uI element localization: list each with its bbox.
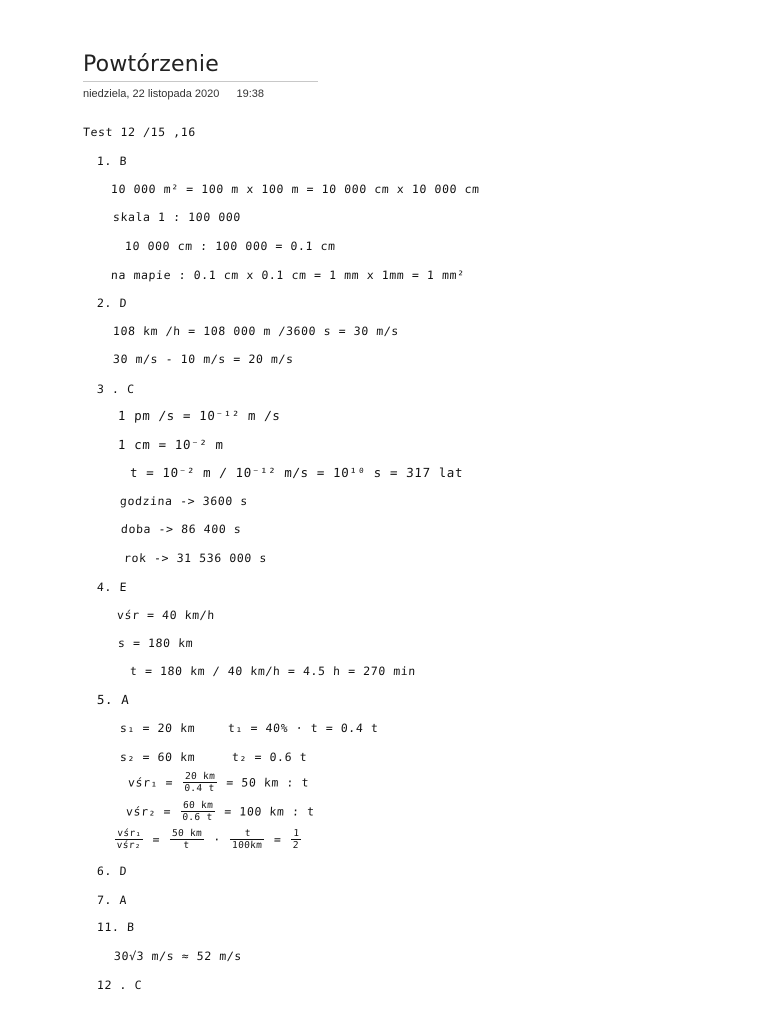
- answer-4-line-1: vśr = 40 km/h: [116, 608, 216, 622]
- result-fraction: [290, 828, 301, 851]
- answer-1-label: 1. B: [96, 154, 128, 168]
- ratio-numerator: vśr₁: [115, 828, 144, 840]
- speed-numerator: 50 km: [170, 828, 205, 840]
- answer-5-line-2a: s₂ = 60 km: [119, 750, 196, 764]
- answer-1-line-1: 10 000 m² = 100 m x 100 m = 10 000 cm x 10 000 cm: [110, 182, 481, 196]
- answer-1-line-2: skala 1 : 100 000: [112, 210, 242, 224]
- answer-11-line-1: 30√3 m/s ≈ 52 m/s: [113, 949, 243, 963]
- vsr1-rhs: = 50 km : t: [225, 775, 310, 790]
- result-denominator: 2: [292, 840, 300, 851]
- vsr2-fraction: [180, 800, 215, 823]
- answer-5-line-3: [127, 771, 309, 794]
- inverse-numerator: t: [230, 828, 265, 840]
- answer-2-line-2: 30 m/s - 10 m/s = 20 m/s: [112, 352, 294, 366]
- answer-5-line-4: [125, 800, 315, 823]
- ratio-denominator: vśr₂: [116, 840, 142, 851]
- inverse-fraction: [230, 828, 265, 851]
- ratio-fraction: [114, 828, 143, 851]
- answer-5-line-1b: t₁ = 40% · t = 0.4 t: [227, 721, 379, 735]
- answer-6-label: 6. D: [96, 864, 128, 878]
- vsr2-numerator: 60 km: [181, 800, 216, 812]
- vsr2-rhs: = 100 km : t: [223, 804, 315, 819]
- title-underline: [83, 81, 318, 82]
- vsr1-denominator: 0.4 t: [184, 783, 215, 794]
- answer-4-label: 4. E: [96, 580, 128, 594]
- answer-5-line-2b: t₂ = 0.6 t: [231, 750, 308, 764]
- note-time: 19:38: [236, 88, 264, 100]
- vsr2-denominator: 0.6 t: [182, 812, 213, 823]
- note-date: niedziela, 22 listopada 2020: [83, 88, 220, 100]
- answer-2-line-1: 108 km /h = 108 000 m /3600 s = 30 m/s: [112, 324, 400, 338]
- answer-1-line-4: na mapie : 0.1 cm x 0.1 cm = 1 mm x 1mm = 1 mm²: [110, 268, 465, 282]
- note-meta: [83, 88, 264, 100]
- answer-3-line-2: 1 cm = 10⁻² m: [117, 437, 225, 452]
- vsr1-fraction: [182, 771, 217, 794]
- speed-fraction: [169, 828, 204, 851]
- answer-5-line-1a: s₁ = 20 km: [119, 721, 196, 735]
- answer-4-line-3: t = 180 km / 40 km/h = 4.5 h = 270 min: [129, 664, 417, 678]
- page-title: Powtórzenie: [83, 52, 219, 77]
- answer-12-label: 12 . C: [96, 978, 143, 992]
- result-numerator: 1: [291, 828, 302, 840]
- answer-2-label: 2. D: [96, 296, 128, 310]
- answer-7-label: 7. A: [96, 893, 128, 907]
- answer-3-line-6: rok -> 31 536 000 s: [123, 551, 268, 565]
- answer-1-line-3: 10 000 cm : 100 000 = 0.1 cm: [124, 239, 337, 253]
- answer-3-line-5: doba -> 86 400 s: [120, 522, 242, 536]
- multiply-dot: ·: [212, 832, 222, 847]
- answer-5-line-5: [112, 828, 303, 851]
- vsr2-lhs: vśr₂ =: [125, 804, 172, 819]
- speed-denominator: t: [183, 840, 190, 851]
- answer-11-label: 11. B: [96, 920, 135, 934]
- result-equals: =: [273, 832, 282, 847]
- inverse-denominator: 100km: [231, 840, 263, 851]
- vsr1-lhs: vśr₁ =: [127, 775, 174, 790]
- answer-3-line-4: godzina -> 3600 s: [119, 494, 249, 508]
- answer-3-line-1: 1 pm /s = 10⁻¹² m /s: [117, 408, 281, 423]
- answer-3-label: 3 . C: [96, 382, 135, 396]
- answer-4-line-2: s = 180 km: [117, 636, 194, 650]
- ratio-equals: =: [152, 832, 161, 847]
- vsr1-numerator: 20 km: [183, 771, 218, 783]
- test-line: Test 12 /15 ,16: [82, 125, 197, 139]
- answer-3-line-3: t = 10⁻² m / 10⁻¹² m/s = 10¹⁰ s = 317 lat: [129, 465, 464, 480]
- answer-5-label: 5. A: [96, 692, 130, 707]
